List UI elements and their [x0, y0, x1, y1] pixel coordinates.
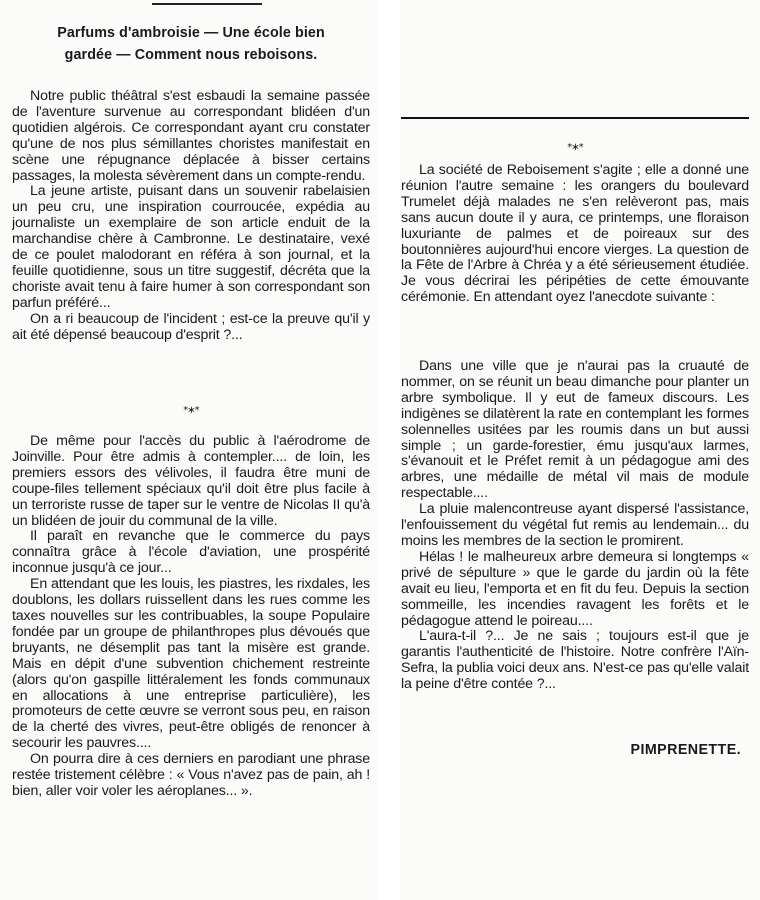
paragraph: Hélas ! le malheureux arbre demeura si longtemps « privé de sépulture » que le garde du jardin où la fête avait eu lieu, l'emporta et en fit du feu. Depuis la section sommeille, les incendies ravagent les forêts et le pédagogue attend le poireau.... — [401, 548, 749, 629]
paragraph: La pluie malencontreuse ayant dispersé l'assistance, l'enfouissement du végétal fut remis au lendemain... du moins les membres de la section le promirent. — [401, 501, 749, 549]
asterism-separator: *∗* — [567, 142, 583, 153]
article-heading — [12, 22, 370, 66]
paragraph: L'aura-t-il ?... Je ne sais ; toujours est-il que je garantis l'authenticité de l'histoire. Notre confrère l'Aïn-Sefra, la publia voici deux ans. N'est-ce pas qu'elle valait la peine d'être contée ?... — [401, 628, 749, 693]
paragraph: Dans une ville que je n'aurai pas la cruauté de nommer, on se réunit un beau dimanche pour planter un arbre symbolique. Il y eut de fameux discours. Les indigènes se dilatèrent la rate en contemplant les formes solennelles usitées par les roumis dans un but aussi simple ; un garde-forestier, ému jusqu'aux larmes, s'évanouit et le Préfet remit à un pédagogue ami des arbres, une médaille de métal vil mais de module respectable.... — [401, 358, 749, 502]
paragraph: On pourra dire à ces derniers en parodiant une phrase restée tristement célèbre : « Vous n'avez pas de pain, ah ! bien, aller voir voler les aéroplanes... ». — [12, 751, 370, 799]
paragraph: La jeune artiste, puisant dans un souvenir rabelaisien un peu cru, une inspiration courroucée, expédia au journaliste un exemplaire de son article enduit de la marchandise chère à Cambronne. Le destinataire, vexé de ce poulet malodorant en référa à son journal, et la feuille quotidienne, sous un titre suggestif, décréta que la choriste avait tenu à faire humer à son correspondant son parfun préféré... — [12, 183, 370, 311]
paragraph: En attendant que les louis, les piastres, les rixdales, les doublons, les dollars ruissellent dans les rues comme les taxes nouvelles sur les contribuables, la soupe Populaire fondée par un groupe de philanthropes plus dévoués que bruyants, ne désemplit pas tant la misère est grande. Mais en dépit d'une subvention chichement restreinte (alors qu'on gaspille littéralement les fonds communaux en allocations à une entreprise particulière), les promoteurs de cette œuvre se verront sous peu, en raison de la cherté des vivres, peut-être obligés de renoncer à secourir les pauvres.... — [12, 576, 370, 752]
column-rule — [401, 117, 749, 119]
left-column — [12, 0, 370, 890]
paragraph: De même pour l'accès du public à l'aérodrome de Joinville. Pour être admis à contempler.... de loin, les premiers essors des vélivoles, il faudra être muni de coupe-files tellement spéciaux qu'il doit être plus facile à un terroriste russe de taper sur le ventre de Nicolas II qu'à un blidéen de jouir du communal de la ville. — [12, 433, 370, 529]
author-signature: PIMPRENETTE. — [630, 742, 741, 758]
left-block-2 — [12, 434, 370, 800]
heading-line-1: Parfums d'ambroisie — Une école bien — [57, 25, 325, 41]
left-block-1 — [12, 89, 370, 344]
paragraph: Notre public théâtral s'est esbaudi la semaine passée de l'aventure survenue au correspondant blidéen d'un quotidien algérois. Ce correspondant ayant cru constater qu'une de nos plus sémillantes choristes manifestait en scène une répugnance déplacée à bisser certains passages, la molesta sévèrement dans un compte-rendu. — [12, 88, 370, 184]
right-block-1 — [401, 163, 749, 306]
right-block-2 — [401, 359, 749, 693]
top-rule — [152, 3, 262, 5]
paragraph: La société de Reboisement s'agite ; elle a donné une réunion l'autre semaine : les orangers du boulevard Trumelet déjà malades ne s'en relèveront pas, mais sans aucun doute il y aura, ce printemps, une floraison luxuriante de palmes et de poireaux sur des boutonnières aujourd'hui encore vierges. La question de la Fête de l'Arbre à Chréa y a été sérieusement étudiée. Je vous décrirai les péripéties de cette émouvante cérémonie. En attendant oyez l'anecdote suivante : — [401, 162, 749, 306]
asterism-separator: *∗* — [183, 405, 199, 416]
column-gutter — [378, 0, 400, 900]
paragraph: Il paraît en revanche que le commerce du pays connaîtra grâce à l'école d'aviation, une prospérité inconnue jusqu'à ce jour... — [12, 528, 370, 577]
paragraph: On a ri beaucoup de l'incident ; est-ce la preuve qu'il y ait été dépensé beaucoup d'esprit ?... — [12, 310, 370, 343]
heading-line-2: gardée — Comment nous reboisons. — [64, 47, 318, 63]
right-column — [401, 0, 749, 890]
